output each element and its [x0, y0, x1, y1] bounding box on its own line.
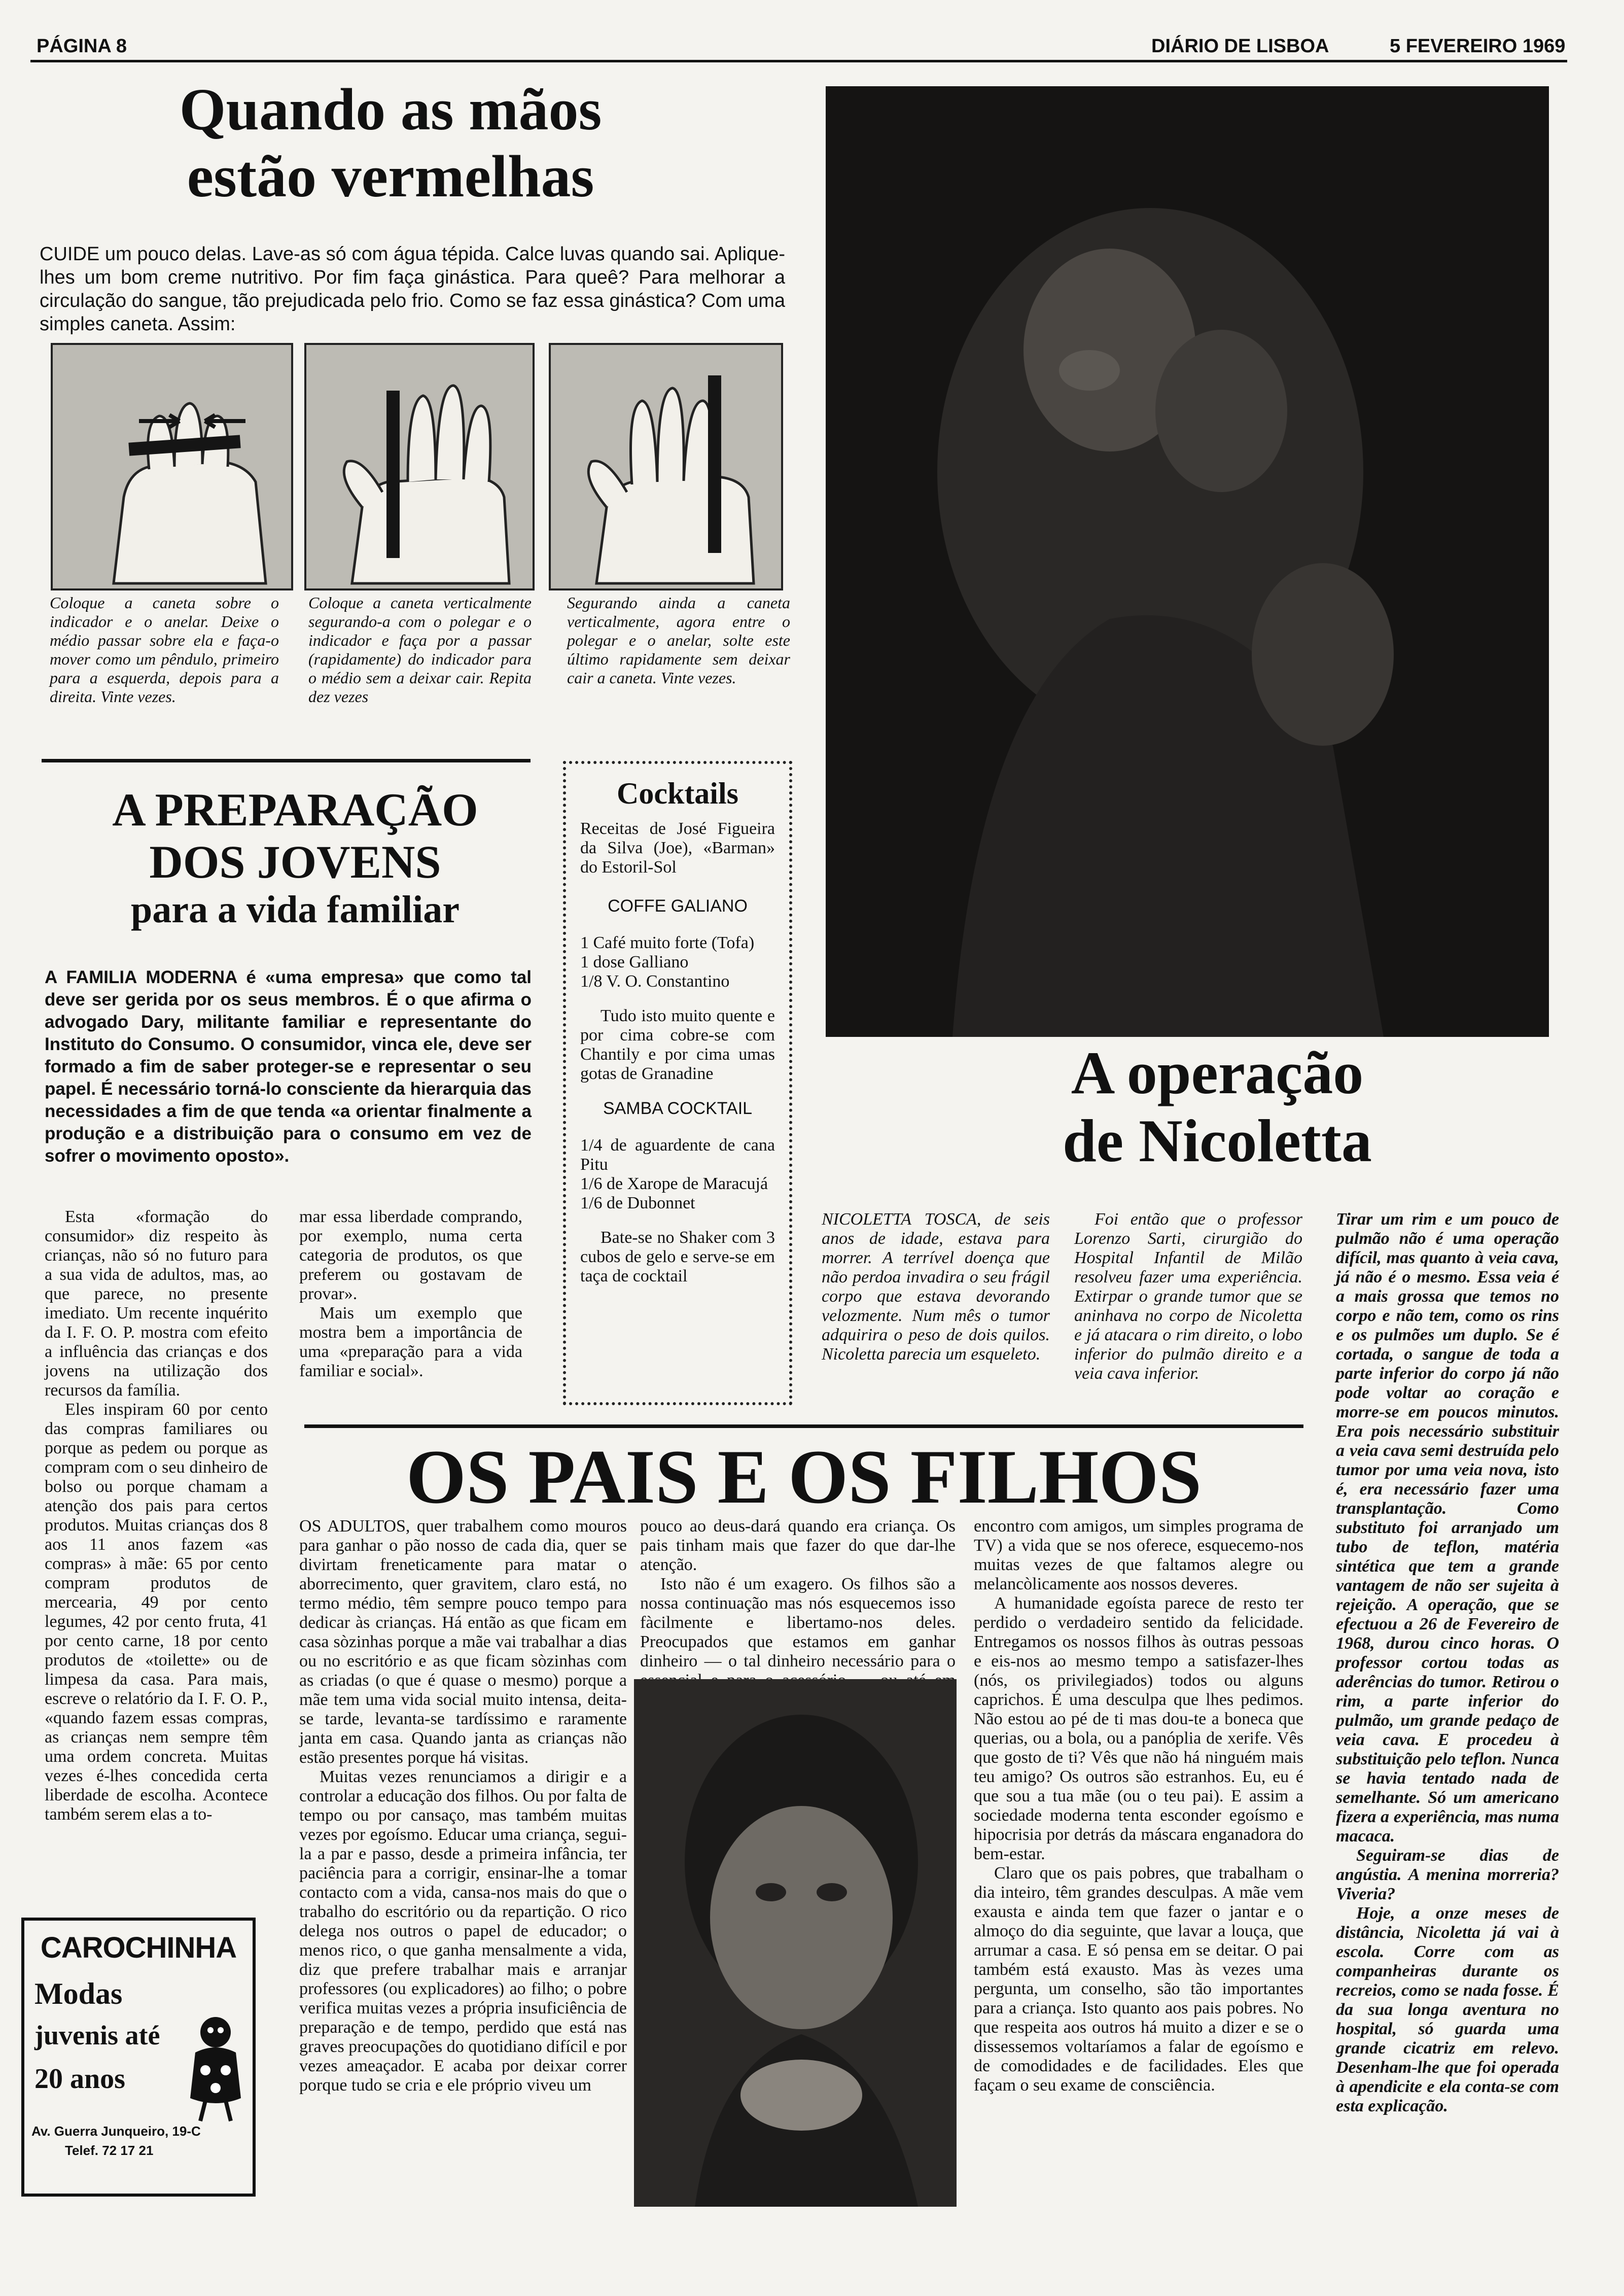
- recipe1-name: COFFE GALIANO: [608, 896, 748, 916]
- pais-col3-para3: Claro que os pais pobres, que trabalham o dia inteiro, têm grandes desculpas. A mãe vem exausta e ainda tem que fazer o jantar e o almoço do dia seguinte, que lavar a louça, que arrumar a casa. E só pensa em se deitar. O pai também está exausto. Mas às vezes uma pergunta, um conselho, são tão importantes para a criança. Isto quanto aos pais pobres. No que respeita aos outros há muito a dizer e se o dissessemos voltaríamos a falar de egoísmo e de comodidades e de facilidades. Eles que façam o seu exame de consciência.: [974, 1864, 1303, 2095]
- recipe2-ingredient1: 1/4 de aguardente de cana Pitu: [580, 1136, 775, 1174]
- preparacao-title-line2: DOS JOVENS: [149, 836, 441, 888]
- hand-pen-illustration-3: [551, 345, 781, 588]
- nicoletta-title: [964, 1039, 1471, 1175]
- hand-caption-1: Coloque a caneta sobre o indicador e o anelar. Deixe o médio passar sobre ela e faça-o mover como um pêndulo, primeiro para a esquerda, depois para a direita. Vinte vezes.: [50, 594, 279, 706]
- ad-line3: 20 anos: [34, 2063, 125, 2095]
- pais-top-rule: [304, 1424, 1303, 1428]
- preparacao-col2-para2: Mais um exemplo que mostra bem a importância de uma «preparação para a vida familiar e social».: [299, 1304, 522, 1380]
- hand-pen-illustration-1: [53, 345, 291, 588]
- hand-exercise-figure-3: [549, 343, 783, 590]
- preparacao-col2: [299, 1207, 522, 1381]
- header-rule: [30, 60, 1567, 62]
- section-rule-left: [42, 759, 531, 762]
- recipe1-ingredient2: 1 dose Galliano: [580, 953, 689, 971]
- recipe2-ingredient2: 1/6 de Xarope de Maracujá: [580, 1174, 768, 1193]
- preparacao-title-line1: A PREPARAÇÃO: [112, 784, 478, 836]
- pais-col3-para2: A humanidade egoísta parece de resto ter perdido o verdadeiro sentido da felicidade. Entregamos os nossos filhos às outras pessoas e eis-nos ao mesmo tempo a satisfazer-lhes (nós, os privilegiados) todos ou alguns caprichos. É uma desculpa que lhes pedimos. Não estou ao pé de ti mas dou-te a boneca que querias, ou a bola, ou a panóplia de xerife. Vês que gosto de ti? Vês que não há ninguém mais teu amigo? Os outros são estranhos. Eu, eu é que sou a tua mãe (ou o teu pai). E assim a sociedade moderna tenta esconder egoísmo e hipocrisia por detrás da máscara enganadora do bem-estar.: [974, 1594, 1303, 1863]
- preparacao-col1-para2: Eles inspiram 60 por cento das compras familiares ou porque as pedem ou porque as compram com o seu dinheiro de bolso ou porque chamam a atenção dos pais para certos produtos. Muitas crianças dos 8 aos 11 anos fazem «as compras» à mãe: 65 por cento compram produtos de mercearia, 49 por cento legumes, 42 por cento fruta, 41 por cento carne, 18 por cento produtos de «toilette» ou de limpesa da casa. Para mais, escreve o relatório da I. F. O. P., «quando fazem essas compras, as crianças nem sempre têm uma ordem concreta. Muitas vezes é-lhes concedida certa liberdade de escolha. Acontece também serem elas a to-: [45, 1400, 268, 1824]
- page-number: PÁGINA 8: [37, 36, 127, 57]
- nicoletta-title-line2: de Nicoletta: [1063, 1107, 1372, 1175]
- ad-line1: Modas: [34, 1977, 123, 2010]
- pais-title: OS PAIS E OS FILHOS: [406, 1434, 1202, 1519]
- cocktails-title: Cocktails: [617, 777, 738, 810]
- nicoletta-col3-para3: Hoje, a onze meses de distância, Nicoletta já vai à escola. Corre com as companheiras durante os recreios, como se nada fosse. É da sua longa aventura no hospital, só guarda uma grande cicatriz em relevo. Desenham-lhe que foi operada à apendicite e ela conta-se com esta explicação.: [1336, 1904, 1559, 2115]
- ladybug-doll-icon: [183, 2012, 249, 2124]
- hands-title-line1: Quando as mãos: [179, 76, 602, 143]
- nicoletta-col1: NICOLETTA TOSCA, de seis anos de idade, estava para morrer. A terrível doença que não perdoa invadira o seu frágil corpo que estava devorando velozmente. Num mês o tumor adquirira o peso de dois quilos. Nicoletta parecia um esqueleto.: [822, 1210, 1050, 1364]
- ad-line2: juvenis até: [34, 2020, 160, 2050]
- carochinha-ad: [21, 1918, 256, 2197]
- nicoletta-title-line1: A operação: [1071, 1039, 1364, 1106]
- hand-caption-3: Segurando ainda a caneta verticalmente, agora entre o polegar e o anelar, solte este último rapidamente sem deixar cair a caneta. Vinte vezes.: [567, 594, 790, 687]
- ad-phone: Telef. 72 17 21: [65, 2143, 154, 2158]
- hand-caption-2: Coloque a caneta verticalmente segurando-a com o polegar e o indicador e faça por a passar (rapidamente) do indicador para o médio sem a deixar cair. Repita dez vezes: [308, 594, 532, 706]
- hands-title: [86, 76, 695, 210]
- ad-name: CAROCHINHA: [40, 1931, 237, 1964]
- pais-col3-para1: encontro com amigos, um simples programa de TV) a vida que se nos oferece, esquecemo-nos muitas vezes de que faltamos alegre ou melancòlicamente aos nossos deveres.: [974, 1517, 1303, 1593]
- nicoletta-photo-image: [826, 86, 1549, 1037]
- pais-col1: [299, 1517, 627, 2095]
- hand-exercise-figure-1: [51, 343, 293, 590]
- nicoletta-col2: Foi então que o professor Lorenzo Sarti, cirurgião do Hospital Infantil de Milão resolveu fazer uma experiência. Extirpar o grande tumor que se aninhava no corpo de Nicoletta e já atacara o rim direito, o lobo inferior do pulmão direito e a veia cava inferior.: [1074, 1210, 1302, 1383]
- hand-exercise-figure-2: [304, 343, 535, 590]
- pais-col2-para1: pouco ao deus-dará quando era criança. Os pais tinham mais que fazer do que dar-lhe atenção.: [640, 1517, 956, 1574]
- recipe1-method: Tudo isto muito quente e por cima cobre-se com Chantily e por cima umas gotas de Granadine: [580, 1006, 775, 1083]
- cocktails-box: [563, 761, 792, 1405]
- pais-col2-para2: Isto não é um exagero. Os filhos são a nossa continuação mas nós esquecemos isso fàcilmente e libertamo-nos deles. Preocupados que estamos em ganhar dinheiro — o tal dinheiro necessário para o: [640, 1575, 956, 1671]
- newspaper-name: DIÁRIO DE LISBOA: [1151, 36, 1329, 57]
- preparacao-col1: [45, 1207, 268, 1824]
- nicoletta-col3-para2: Seguiram-se dias de angústia. A menina morreria? Viveria?: [1336, 1846, 1559, 1903]
- pais-col1-para2: Muitas vezes renunciamos a dirigir e a controlar a educação dos filhos. Ou por falta de tempo ou por cansaço, mas também muitas vezes por egoísmo. Educar uma criança, segui-la a par e passo, desde a primeira infância, ter paciência para a corrigir, ensinar-lhe a tomar contacto com a vida, cansa-nos mais do que o trabalho do escritório ou da repartição. O rico delega nos outros o papel de educador; o menos rico, o que ganha mensalmente a vida, diz que prefere trabalhar mais e arranjar professores (ou explicadores) ao filho; o pobre verifica muitas vezes a própria insuficiência de preparação e de tempo, perdido que está nas graves preocupações do quotidiano difícil e por vezes ameaçador. E acaba por deixar correr porque tudo se cria e ele próprio viveu um: [299, 1767, 627, 2095]
- preparacao-title: [42, 784, 549, 931]
- hand-pen-illustration-2: [306, 345, 533, 588]
- preparacao-lead: A FAMILIA MODERNA é «uma empresa» que como tal deve ser gerida por os seus membros. É o que afirma o advogado Dary, militante familiar e representante do Instituto do Consumo. O consumidor, vinca ele, deve ser formado a fim de saber proteger-se e representar o seu papel. É necessário torná-lo consciente da hierarquia das necessidades a fim de que tenda «a orientar finalmente a produção e a distribuição para o consumo em vez de sofrer o movimento oposto».: [45, 967, 532, 1166]
- hands-intro: CUIDE um pouco delas. Lave-as só com água tépida. Calce luvas quando sai. Aplique-lhes um bom creme nutritivo. Por fim faça ginástica. Para queê? Para melhorar a circulação do sangue, tão prejudicada pelo frio. Como se faz essa ginástica? Com uma simples caneta. Assim:: [40, 243, 785, 335]
- recipe2-method: Bate-se no Shaker com 3 cubos de gelo e serve-se em taça de cocktail: [580, 1228, 775, 1285]
- preparacao-title-line3: para a vida familiar: [130, 888, 460, 931]
- recipe2-ingredient3: 1/6 de Dubonnet: [580, 1194, 695, 1212]
- preparacao-col2-para1: mar essa liberdade comprando, por exemplo, numa certa categoria de produtos, os que preferem ou gostavam de provar».: [299, 1207, 522, 1303]
- child-photo: [634, 1679, 957, 2207]
- issue-date: 5 FEVEREIRO 1969: [1390, 36, 1566, 57]
- nicoletta-photo: [826, 86, 1549, 1037]
- child-photo-image: [634, 1679, 957, 2207]
- nicoletta-col3-para1: Tirar um rim e um pouco de pulmão não é uma operação difícil, mas quanto à veia cava, já não é o mesmo. Essa veia é a mais grossa que temos no corpo e não tem, como os rins e os pulmões um duplo. Se é cortada, o sangue de toda a parte inferior do corpo já não pode voltar ao coração e morre-se em poucos minutos. Era pois necessário substituir a veia cava semi destruída pelo tumor por uma veia nova, isto é, era necessário fazer uma transplantação. Como substituto foi arranjado um tubo de teflon, matéria sintética que tem a grande vantagem de não ser sujeita à rejeição. A operação, que se efectuou a 26 de Fevereiro de 1968, durou cinco horas. O professor cortou todas as aderências do tumor. Retirou o rim, a parte inferior do pulmão, um grande pedaço de veia cava. E procedeu à substituição pelo teflon. Nunca se havia tentado nada de semelhante. Só um americano fizera a experiência, mas numa macaca.: [1336, 1210, 1559, 1846]
- recipe2-name: SAMBA COCKTAIL: [603, 1099, 753, 1118]
- recipe1-ingredient1: 1 Café muito forte (Tofa): [580, 933, 755, 952]
- pais-col1-para1: OS ADULTOS, quer trabalhem como mouros para ganhar o pão nosso de cada dia, quer se divirtam freneticamente para matar o aborrecimento, quer gravitem, claro está, no termo médio, têm sempre pouco tempo para dedicar às crianças. Há então as que ficam em casa sòzinhas porque a mãe vai trabalhar a dias ou no escritório e as que ficam sòzinhas com as criadas (o que é quase o mesmo) porque a mãe tem uma vida social muito intensa, deita-se tarde, levanta-se tardíssimo e raramente janta em casa. Quando janta as crianças não estão presentes porque há visitas.: [299, 1517, 627, 1767]
- nicoletta-col3: [1336, 1210, 1559, 2116]
- pais-col3: [974, 1517, 1303, 2095]
- preparacao-col1-para1: Esta «formação do consumidor» diz respeito às crianças, não só no futuro para a sua vida de adultos, mas, ao que parece, no presente imediato. Um recente inquérito da I. F. O. P. mostra com efeito a influência das crianças e dos jovens na utilização dos recursos da família.: [45, 1207, 268, 1400]
- hands-title-line2: estão vermelhas: [187, 143, 594, 210]
- recipe1-ingredient3: 1/8 V. O. Constantino: [580, 972, 730, 991]
- ad-address: Av. Guerra Junqueiro, 19-C: [31, 2124, 201, 2139]
- cocktails-credit: Receitas de José Figueira da Silva (Joe), «Barman» do Estoril-Sol: [580, 819, 775, 877]
